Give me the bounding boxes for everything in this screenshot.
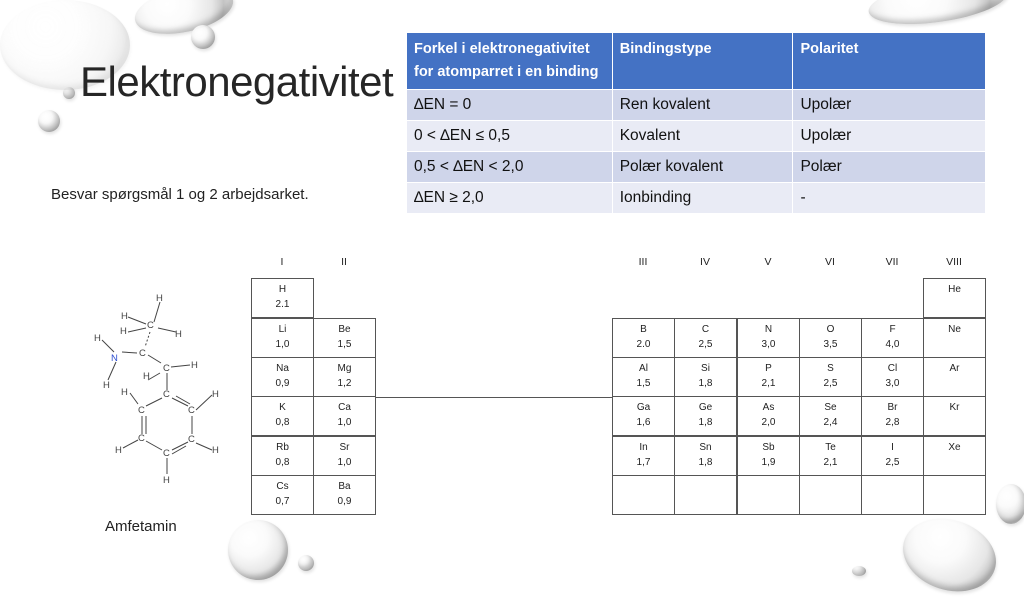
element-electronegativity: 2,1 bbox=[823, 457, 838, 468]
element-cell bbox=[313, 475, 376, 515]
electronegativity-table bbox=[406, 32, 986, 214]
periodic-table-gap-line bbox=[375, 397, 613, 398]
table-cell: Kovalent bbox=[612, 121, 793, 152]
water-drop-decoration bbox=[38, 110, 60, 132]
atom-label: H bbox=[143, 371, 150, 382]
element-symbol: Ga bbox=[636, 402, 651, 413]
element-cell bbox=[861, 475, 924, 515]
element-electronegativity: 2.0 bbox=[636, 339, 651, 350]
element-electronegativity: 1,0 bbox=[275, 339, 290, 350]
atom-label: C bbox=[138, 405, 145, 416]
water-drop-decoration bbox=[996, 484, 1024, 524]
element-electronegativity: 0,9 bbox=[337, 496, 352, 507]
element-cell bbox=[737, 475, 800, 515]
water-drop-decoration bbox=[866, 0, 1010, 32]
element-cell bbox=[313, 436, 376, 476]
atom-label: H bbox=[212, 445, 219, 456]
element-cell bbox=[861, 396, 924, 436]
element-symbol: Br bbox=[887, 402, 898, 413]
element-electronegativity: 1,0 bbox=[337, 457, 352, 468]
element-cell bbox=[612, 436, 675, 476]
atom-label: C bbox=[163, 448, 170, 459]
atom-label: H bbox=[103, 380, 110, 391]
element-cell bbox=[251, 318, 314, 358]
element-cell bbox=[313, 357, 376, 397]
element-cell bbox=[861, 318, 924, 358]
table-row bbox=[407, 152, 986, 183]
element-cell bbox=[251, 396, 314, 436]
element-electronegativity: 1,8 bbox=[698, 378, 713, 389]
table-row bbox=[407, 183, 986, 214]
element-cell bbox=[612, 357, 675, 397]
atom-label: C bbox=[188, 434, 195, 445]
periodic-table-group-headers bbox=[251, 256, 987, 276]
element-symbol: F bbox=[889, 324, 896, 335]
element-symbol: Cl bbox=[887, 363, 898, 374]
element-cell bbox=[251, 278, 314, 318]
atom-label: C bbox=[163, 363, 170, 374]
table-cell: Polær bbox=[793, 152, 986, 183]
atom-label: H bbox=[115, 445, 122, 456]
element-cell bbox=[861, 357, 924, 397]
atom-label: H bbox=[120, 326, 127, 337]
element-electronegativity: 1,0 bbox=[337, 417, 352, 428]
element-cell bbox=[799, 475, 862, 515]
element-symbol: Al bbox=[639, 363, 648, 374]
atom-label: H bbox=[156, 293, 163, 304]
element-cell bbox=[799, 357, 862, 397]
element-cell bbox=[674, 396, 737, 436]
atom-label: H bbox=[94, 333, 101, 344]
element-electronegativity: 2,0 bbox=[761, 417, 776, 428]
element-cell bbox=[923, 278, 986, 318]
element-cell bbox=[737, 357, 800, 397]
element-symbol: Rb bbox=[276, 442, 289, 453]
molecule-caption: Amfetamin bbox=[105, 518, 177, 535]
element-cell bbox=[923, 318, 986, 358]
table-cell: Ionbinding bbox=[612, 183, 793, 214]
element-electronegativity: 2.1 bbox=[275, 299, 290, 310]
element-cell bbox=[923, 396, 986, 436]
group-header: IV bbox=[700, 256, 710, 268]
atom-label: H bbox=[121, 311, 128, 322]
header-bond-type: Bindingstype bbox=[612, 33, 793, 90]
element-symbol: Sr bbox=[339, 442, 350, 453]
table-cell: Ren kovalent bbox=[612, 90, 793, 121]
atom-label: H bbox=[121, 387, 128, 398]
element-symbol: Ne bbox=[948, 324, 961, 335]
element-electronegativity: 1,8 bbox=[698, 457, 713, 468]
element-cell bbox=[674, 318, 737, 358]
table-cell: Upolær bbox=[793, 121, 986, 152]
element-electronegativity: 3,5 bbox=[823, 339, 838, 350]
water-drop-decoration bbox=[894, 507, 1006, 603]
table-cell: 0 < ∆EN ≤ 0,5 bbox=[407, 121, 613, 152]
element-symbol: He bbox=[948, 284, 961, 295]
group-header: II bbox=[341, 256, 347, 268]
table-row bbox=[407, 90, 986, 121]
table-cell: ∆EN = 0 bbox=[407, 90, 613, 121]
element-symbol: In bbox=[639, 442, 648, 453]
water-drop-decoration bbox=[852, 566, 866, 576]
element-electronegativity: 1,7 bbox=[636, 457, 651, 468]
element-cell bbox=[737, 436, 800, 476]
instruction-text: Besvar spørgsmål 1 og 2 arbejdsarket. bbox=[51, 186, 309, 203]
atom-label: H bbox=[212, 389, 219, 400]
element-symbol: Xe bbox=[948, 442, 961, 453]
element-electronegativity: 2,8 bbox=[885, 417, 900, 428]
element-symbol: Kr bbox=[949, 402, 960, 413]
element-symbol: Na bbox=[276, 363, 289, 374]
slide-title: Elektronegativitet bbox=[80, 58, 394, 105]
element-electronegativity: 1,5 bbox=[636, 378, 651, 389]
water-drop-decoration bbox=[298, 555, 314, 571]
header-polarity: Polaritet bbox=[793, 33, 986, 90]
element-symbol: Mg bbox=[337, 363, 352, 374]
element-symbol: Ba bbox=[338, 481, 351, 492]
element-cell bbox=[612, 475, 675, 515]
element-cell bbox=[251, 475, 314, 515]
atom-label: H bbox=[175, 329, 182, 340]
element-cell bbox=[251, 357, 314, 397]
element-symbol: N bbox=[764, 324, 773, 335]
element-symbol: H bbox=[278, 284, 287, 295]
table-cell: Upolær bbox=[793, 90, 986, 121]
group-header: I bbox=[280, 256, 284, 268]
element-symbol: Ar bbox=[949, 363, 960, 374]
element-symbol: Te bbox=[825, 442, 836, 453]
element-cell bbox=[861, 436, 924, 476]
element-electronegativity: 2,5 bbox=[823, 378, 838, 389]
element-cell bbox=[737, 318, 800, 358]
element-cell bbox=[923, 436, 986, 476]
element-electronegativity: 1,6 bbox=[636, 417, 651, 428]
element-electronegativity: 0,8 bbox=[275, 457, 290, 468]
water-drop-decoration bbox=[131, 0, 238, 42]
atom-label: C bbox=[163, 389, 170, 400]
group-header: VIII bbox=[946, 256, 962, 268]
table-cell: ∆EN ≥ 2,0 bbox=[407, 183, 613, 214]
element-electronegativity: 0,9 bbox=[275, 378, 290, 389]
element-cell bbox=[313, 318, 376, 358]
element-symbol: P bbox=[765, 363, 772, 374]
table-cell: - bbox=[793, 183, 986, 214]
element-electronegativity: 1,5 bbox=[337, 339, 352, 350]
group-header: V bbox=[764, 256, 772, 268]
atom-label: C bbox=[138, 433, 145, 444]
element-electronegativity: 1,8 bbox=[698, 417, 713, 428]
element-cell bbox=[923, 357, 986, 397]
element-cell bbox=[612, 318, 675, 358]
element-cell bbox=[251, 436, 314, 476]
element-symbol: Se bbox=[824, 402, 837, 413]
element-electronegativity: 2,1 bbox=[761, 378, 776, 389]
element-symbol: Li bbox=[278, 324, 287, 335]
element-symbol: I bbox=[891, 442, 894, 453]
group-header: III bbox=[638, 256, 648, 268]
element-symbol: B bbox=[640, 324, 647, 335]
element-cell bbox=[612, 396, 675, 436]
atom-label: H bbox=[191, 360, 198, 371]
element-cell bbox=[313, 396, 376, 436]
element-electronegativity: 1,9 bbox=[761, 457, 776, 468]
element-cell bbox=[799, 436, 862, 476]
element-electronegativity: 0,8 bbox=[275, 417, 290, 428]
element-symbol: Ca bbox=[338, 402, 351, 413]
amphetamine-structure bbox=[88, 290, 228, 490]
element-symbol: O bbox=[826, 324, 835, 335]
table-cell: Polær kovalent bbox=[612, 152, 793, 183]
element-cell bbox=[923, 475, 986, 515]
table-cell: 0,5 < ∆EN < 2,0 bbox=[407, 152, 613, 183]
group-header: VII bbox=[885, 256, 899, 268]
element-symbol: Ge bbox=[698, 402, 713, 413]
element-cell bbox=[674, 436, 737, 476]
element-electronegativity: 4,0 bbox=[885, 339, 900, 350]
water-drop-decoration bbox=[191, 25, 215, 49]
element-symbol: Be bbox=[338, 324, 351, 335]
element-cell bbox=[799, 318, 862, 358]
water-drop-decoration bbox=[228, 520, 288, 580]
element-symbol: Sb bbox=[762, 442, 775, 453]
element-symbol: C bbox=[701, 324, 710, 335]
element-electronegativity: 3,0 bbox=[885, 378, 900, 389]
element-cell bbox=[737, 396, 800, 436]
element-symbol: S bbox=[827, 363, 834, 374]
group-header: VI bbox=[825, 256, 835, 268]
element-cell bbox=[674, 357, 737, 397]
element-electronegativity: 3,0 bbox=[761, 339, 776, 350]
element-symbol: Si bbox=[701, 363, 710, 374]
element-electronegativity: 2,5 bbox=[885, 457, 900, 468]
atom-label: N bbox=[111, 353, 118, 364]
element-symbol: Cs bbox=[276, 481, 289, 492]
water-drop-decoration bbox=[63, 87, 75, 99]
element-cell bbox=[674, 475, 737, 515]
element-symbol: K bbox=[279, 402, 286, 413]
element-cell bbox=[799, 396, 862, 436]
element-electronegativity: 1,2 bbox=[337, 378, 352, 389]
table-row bbox=[407, 121, 986, 152]
element-symbol: As bbox=[762, 402, 775, 413]
atom-label: H bbox=[163, 475, 170, 486]
atom-label: C bbox=[188, 405, 195, 416]
element-electronegativity: 2,4 bbox=[823, 417, 838, 428]
atom-label: C bbox=[139, 348, 146, 359]
element-electronegativity: 0,7 bbox=[275, 496, 290, 507]
periodic-table bbox=[251, 278, 987, 515]
element-electronegativity: 2,5 bbox=[698, 339, 713, 350]
element-symbol: Sn bbox=[699, 442, 712, 453]
header-en-difference: Forkel i elektronegativitet for atomparret i en binding bbox=[407, 33, 613, 90]
atom-label: C bbox=[147, 320, 154, 331]
